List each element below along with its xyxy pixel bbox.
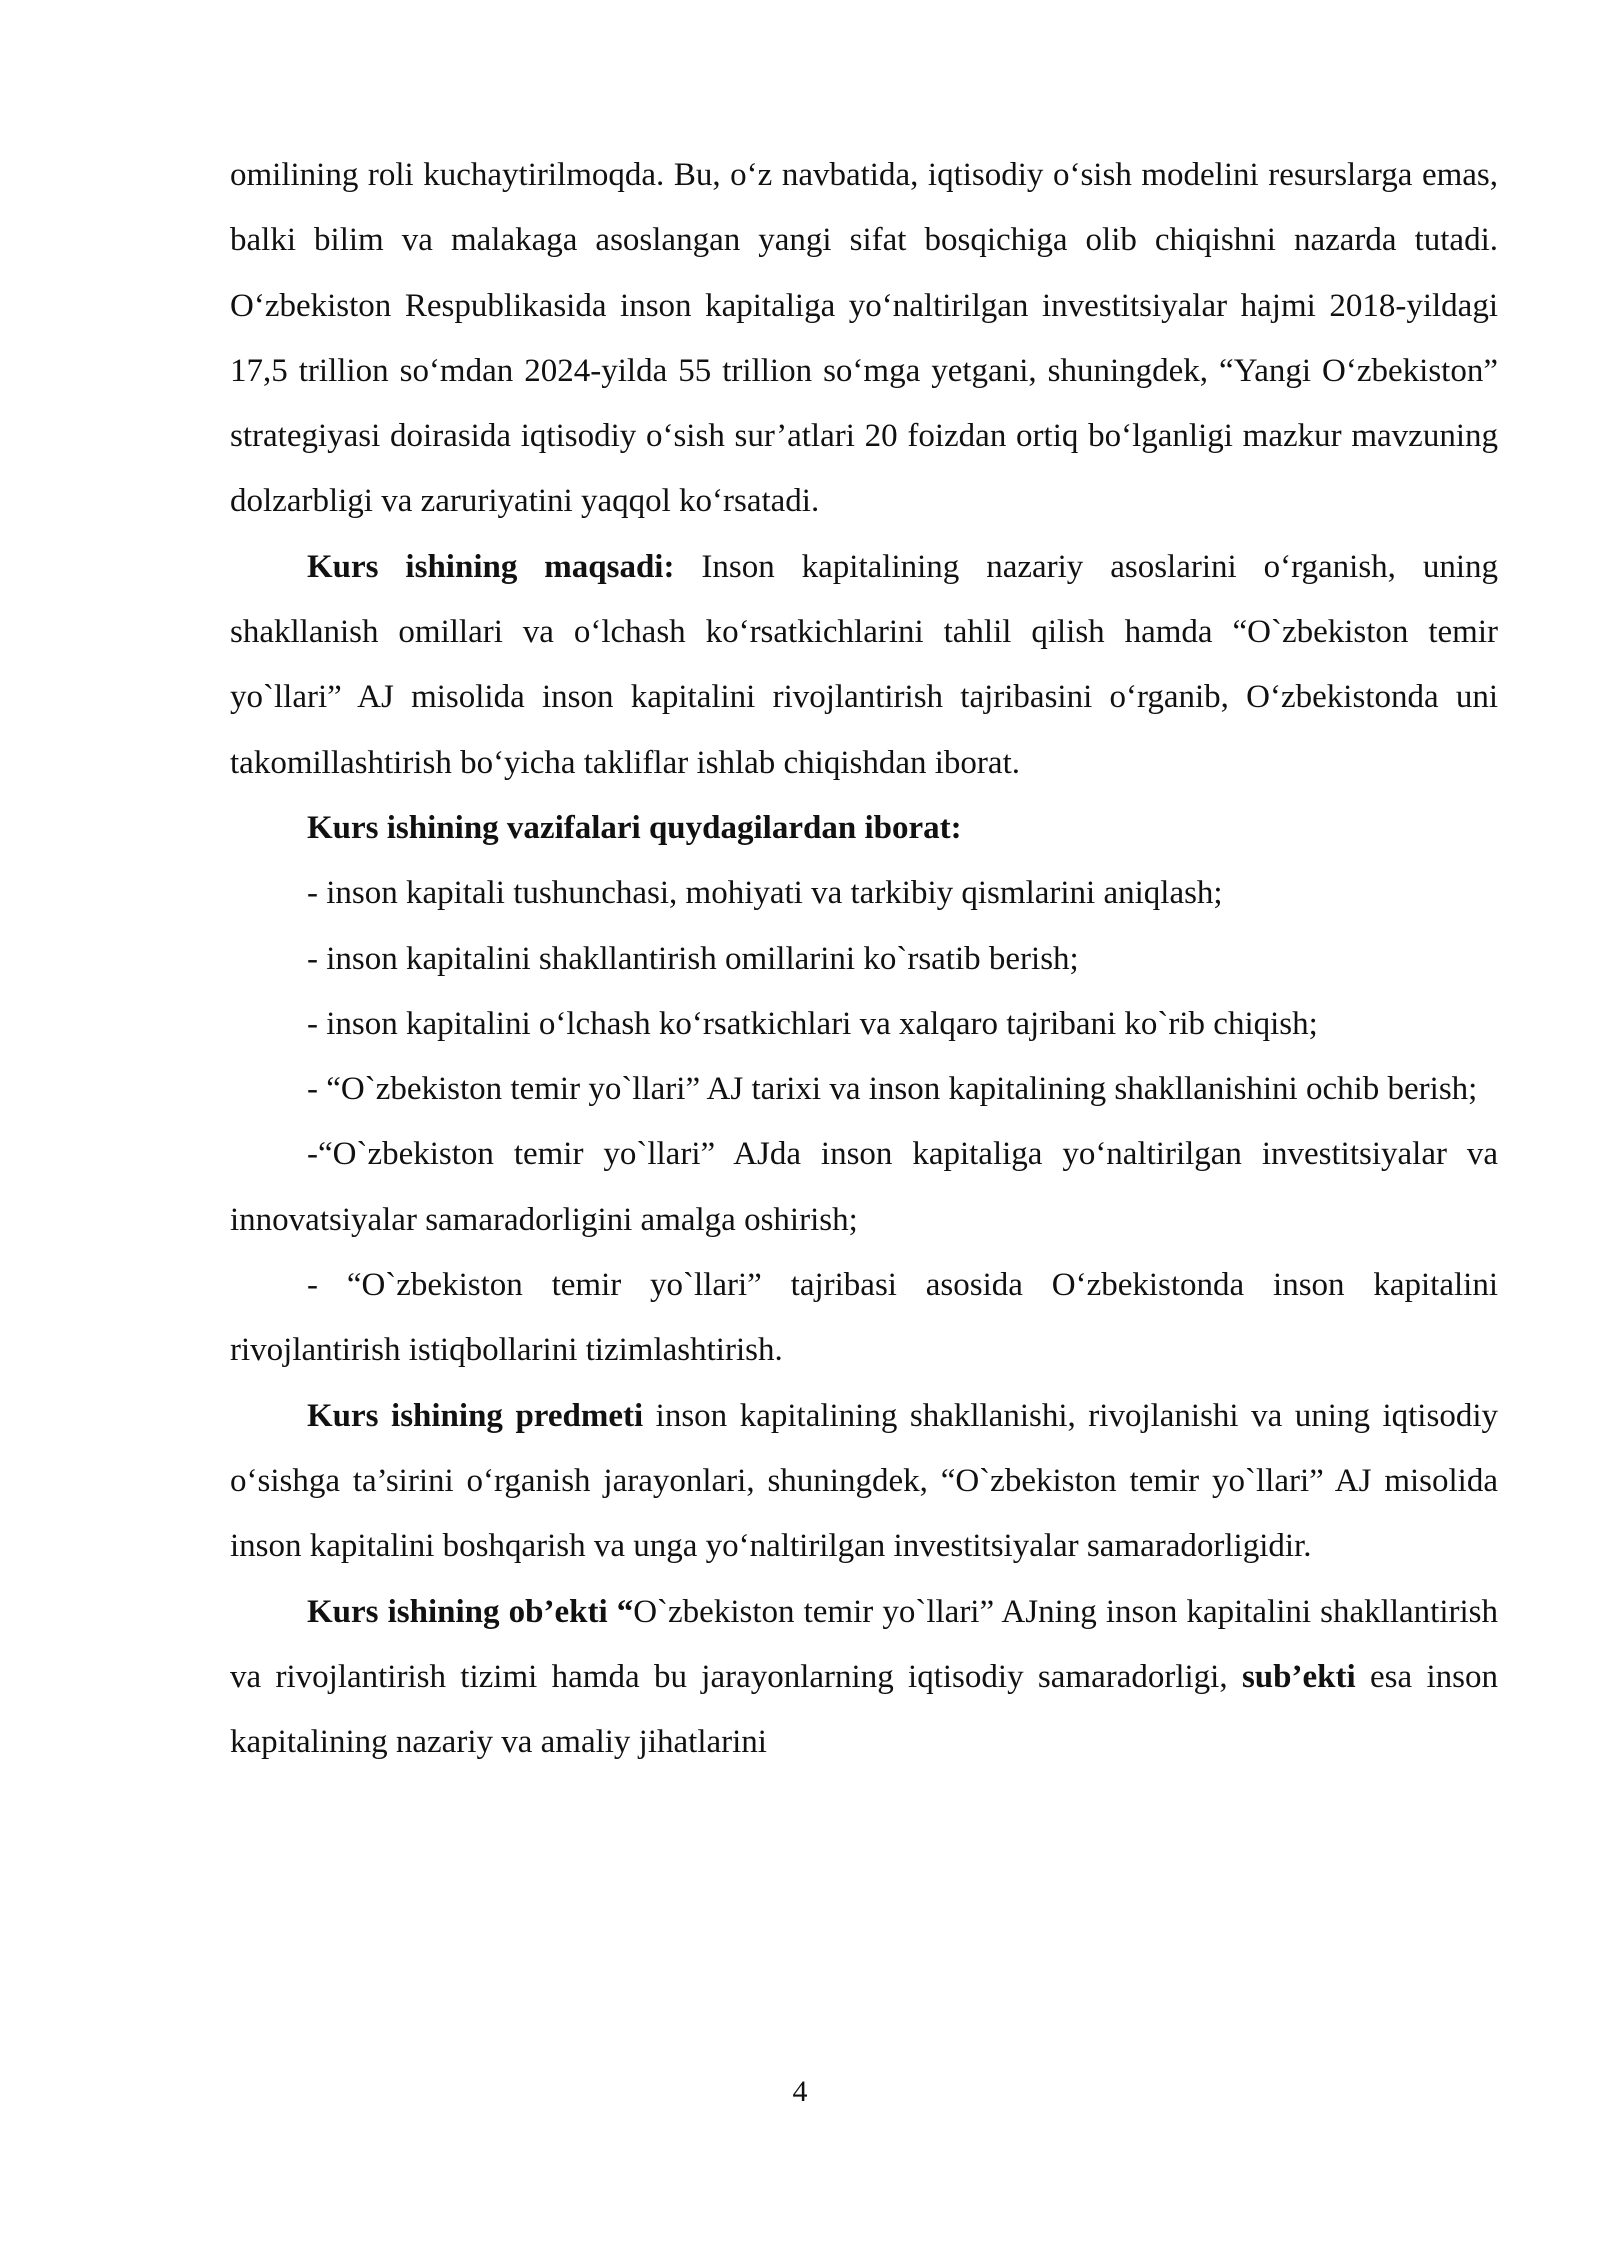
object-text-2: esa inson kapitalining nazariy va amaliy jihatlarini [230, 1658, 1498, 1761]
object-label: Kurs ishining ob’ekti “ [307, 1593, 634, 1630]
goal-text: Inson kapitalining nazariy asoslarini o‘rganish, uning shakllanish omillari va o‘lchash ko‘rsatkichlarini tahlil qilish hamda “O`zbekiston temir yo`llari” AJ misolida inson kapitalini rivojlantirish tajribasini o‘rganib, O‘zbekistonda uni takomillashtirish bo‘yicha takliflar ishlab chiqishdan iborat. [230, 548, 1498, 781]
subject-label-2: sub’ekti [1241, 1658, 1356, 1695]
task-item-3: - inson kapitalini o‘lchash ko‘rsatkichlari va xalqaro tajribani ko`rib chiqish; [307, 1005, 1318, 1042]
tasks-heading: Kurs ishining vazifalari quydagilardan iborat: [307, 809, 962, 846]
goal-label: Kurs ishining maqsadi: [307, 548, 675, 585]
object-text: O`zbekiston temir yo`llari” AJning inson kapitalini shakllantirish va rivojlantirish tizimi hamda bu jarayonlarning iqtisodiy samaradorligi, [230, 1593, 1498, 1695]
task-item-1: - inson kapitali tushunchasi, mohiyati va tarkibiy qismlarini aniqlash; [307, 875, 1223, 912]
page-number: 4 [792, 2075, 808, 2108]
task-item-4: - “O`zbekiston temir yo`llari” AJ tarixi va inson kapitalining shakllanishini ochib berish; [307, 1071, 1478, 1108]
subject-paragraph [230, 1384, 1498, 1580]
page-content [230, 143, 1498, 1775]
task-item-5: -“O`zbekiston temir yo`llari” AJda inson kapitaliga yo‘naltirilgan investitsiyalar va innovatsiyalar samaradorligini amalga oshirish; [230, 1136, 1498, 1238]
subject-text: inson kapitalining shakllanishi, rivojlanishi va uning iqtisodiy o‘sishga ta’sirini o‘rganish jarayonlari, shuningdek, “O`zbekiston temir yo`llari” AJ misolida inson kapitalini boshqarish va unga yo‘naltirilgan investitsiyalar samaradorligidir. [230, 1397, 1498, 1565]
task-item-2: - inson kapitalini shakllantirish omillarini ko`rsatib berish; [307, 940, 1079, 977]
goal-paragraph [230, 535, 1498, 796]
intro-paragraph: omilining roli kuchaytirilmoqda. Bu, o‘z navbatida, iqtisodiy o‘sish modelini resurslarga emas, balki bilim va malakaga asoslangan yangi sifat bosqichiga olib chiqishni nazarda tutadi. O‘zbekiston Respublikasida inson kapitaliga yo‘naltirilgan investitsiyalar hajmi 2018-yildagi 17,5 trillion so‘mdan 2024-yilda 55 trillion so‘mga yetgani, shuningdek, “Yangi O‘zbekiston” strategiyasi doirasida iqtisodiy o‘sish sur’atlari 20 foizdan ortiq bo‘lganligi mazkur mavzuning dolzarbligi va zaruriyatini yaqqol ko‘rsatadi. [230, 157, 1498, 520]
task-item-6: - “O`zbekiston temir yo`llari” tajribasi asosida O‘zbekistonda inson kapitalini rivojlantirish istiqbollarini tizimlashtirish. [230, 1267, 1498, 1369]
object-paragraph [230, 1580, 1498, 1776]
subject-label: Kurs ishining predmeti [307, 1397, 644, 1434]
